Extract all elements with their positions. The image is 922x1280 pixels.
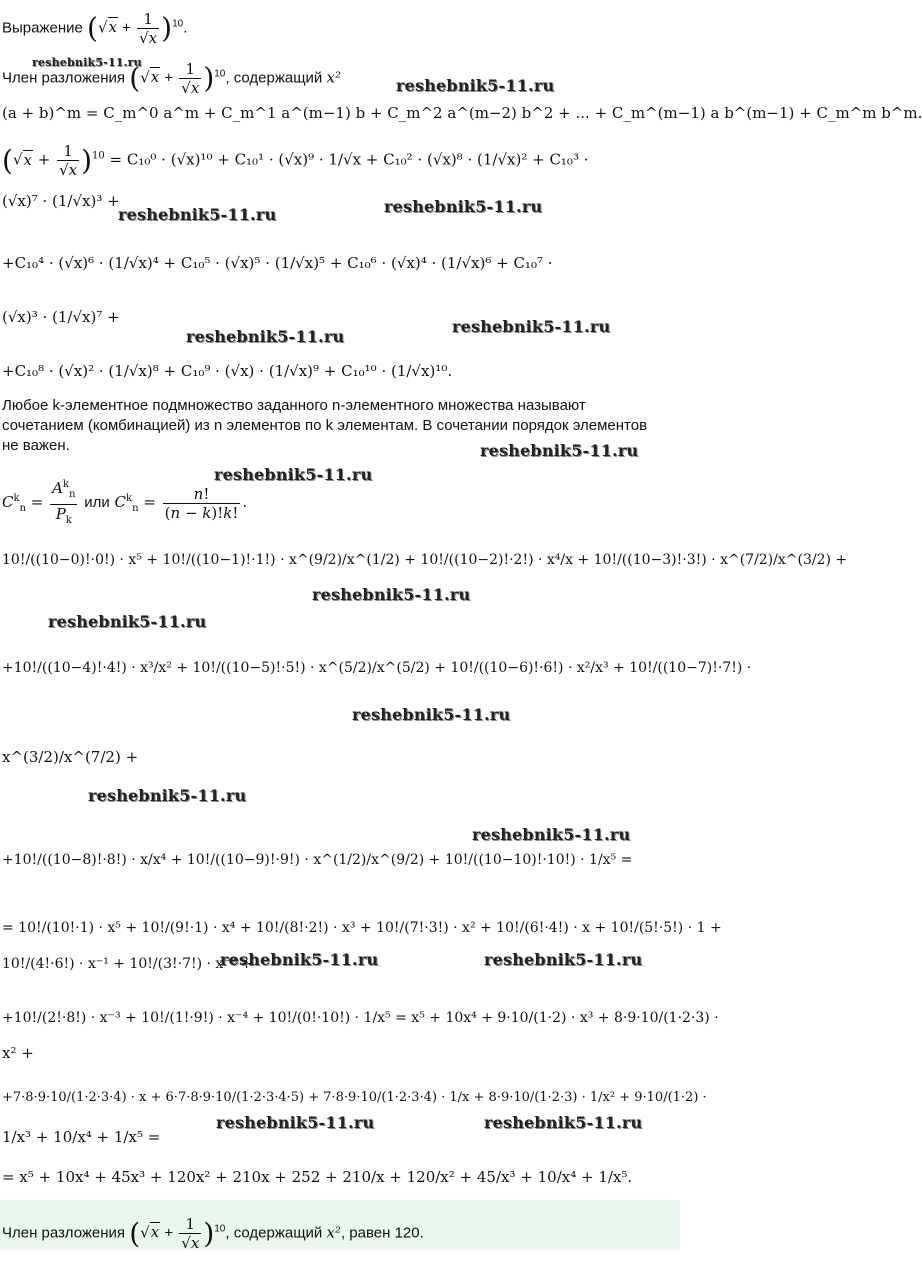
watermark-2: reshebnik5-11.ru — [396, 76, 555, 95]
combination-definition: Любое k-элементное подмножество заданного n-элементного множества называют сочетанием (комбинацией) из n элементов по k элементам. В сочетании порядок элементов не важен. — [2, 397, 648, 454]
watermark-4: reshebnik5-11.ru — [384, 197, 543, 216]
expansion-line-5: +C₁₀⁸ · (√x)² · (1/√x)⁸ + C₁₀⁹ · (√x) · (1/√x)⁹ + C₁₀¹⁰ · (1/√x)¹⁰. — [2, 362, 453, 380]
simplify-line-5: +7·8·9·10/(1·2·3·4) · x + 6·7·8·9·10/(1·2·3·4·5) + 7·8·9·10/(1·2·3·4) · 1/x + 8·9·10/(1·2·3) · 1/x² + 9·10/(1·2) · — [2, 1090, 707, 1105]
expansion-line-4: (√x)³ · (1/√x)⁷ + — [2, 308, 120, 326]
term-heading: Член разложения (√x + $\frac{1}{√x}$ )$^{10}$, содержащий x² — [2, 60, 341, 97]
simplify-line-4: x² + — [2, 1044, 34, 1062]
answer-box — [0, 1200, 680, 1250]
expansion-line-1: (√x + $\frac{1}{√x}$ )$^{10}$ = C₁₀⁰ · (√x)¹⁰ + C₁₀¹ · (√x)⁹ · 1/√x + C₁₀² · (√x)⁸ · (1/√x)² + C₁₀³ · — [2, 142, 589, 179]
watermark-10: reshebnik5-11.ru — [48, 612, 207, 631]
watermark-1: reshebnik5-11.ru — [32, 56, 142, 69]
expression-label: Выражение — [2, 19, 83, 37]
answer-suffix: , содержащий — [225, 1224, 323, 1242]
watermark-16: reshebnik5-11.ru — [216, 1113, 375, 1132]
watermark-6: reshebnik5-11.ru — [452, 317, 611, 336]
watermark-17: reshebnik5-11.ru — [484, 1113, 643, 1132]
expression-heading: Выражение (√x + $\frac{1}{√x}$ )$^{10}$. — [2, 10, 188, 47]
term-label: Член разложения — [2, 69, 126, 87]
answer-prefix: Член разложения — [2, 1224, 126, 1242]
sum-line-2: +10!/((10−4)!·4!) · x³/x² + 10!/((10−5)!·5!) · x^(5/2)/x^(5/2) + 10!/((10−6)!·6!) · x²/x³ + 10!/((10−7)!·7!) · — [2, 660, 752, 676]
watermark-12: reshebnik5-11.ru — [88, 786, 247, 805]
expansion-line-1-text: C₁₀⁰ · (√x)¹⁰ + C₁₀¹ · (√x)⁹ · 1/√x + C₁₀² · (√x)⁸ · (1/√x)² + C₁₀³ · — [126, 150, 589, 169]
final-result-line: = x⁵ + 10x⁴ + 45x³ + 120x² + 210x + 252 + 210/x + 120/x² + 45/x³ + 10/x⁴ + 1/x⁵. — [2, 1168, 633, 1186]
watermark-8: reshebnik5-11.ru — [214, 465, 373, 484]
expansion-line-2: (√x)⁷ · (1/√x)³ + — [2, 192, 120, 210]
combination-formula: $C^k_n$ = $\frac{A^k_n}{P_k}$ или $C^k_n$ = $\frac{n!}{(n - k)!k!}$ . — [2, 476, 247, 530]
simplify-line-6: 1/x³ + 10/x⁴ + 1/x⁵ = — [2, 1128, 161, 1146]
term-x2: x² — [326, 68, 341, 87]
watermark-7: reshebnik5-11.ru — [480, 441, 639, 460]
watermark-9: reshebnik5-11.ru — [312, 585, 471, 604]
simplify-line-3: +10!/(2!·8!) · x⁻³ + 10!/(1!·9!) · x⁻⁴ + 10!/(0!·10!) · 1/x⁵ = x⁵ + 10x⁴ + 9·10/(1·2) · x³ + 8·9·10/(1·2·3) · — [2, 1010, 719, 1026]
simplify-line-1: = 10!/(10!·1) · x⁵ + 10!/(9!·1) · x⁴ + 10!/(8!·2!) · x³ + 10!/(7!·3!) · x² + 10!/(6!·4!) · x + 10!/(5!·5!) · 1 + — [2, 920, 722, 936]
watermark-11: reshebnik5-11.ru — [352, 705, 511, 724]
sum-line-1: 10!/((10−0)!·0!) · x⁵ + 10!/((10−1)!·1!) · x^(9/2)/x^(1/2) + 10!/((10−2)!·2!) · x⁴/x + 10!/((10−3)!·3!) · x^(7/2)/x^(3/2) + — [2, 552, 848, 568]
term-suffix: , содержащий — [225, 69, 323, 87]
watermark-13: reshebnik5-11.ru — [472, 825, 631, 844]
watermark-15: reshebnik5-11.ru — [484, 950, 643, 969]
sum-line-4: +10!/((10−8)!·8!) · x/x⁴ + 10!/((10−9)!·9!) · x^(1/2)/x^(9/2) + 10!/((10−10)!·10!) · 1/x⁵ = — [2, 852, 633, 868]
sum-line-3: x^(3/2)/x^(7/2) + — [2, 748, 139, 766]
watermark-3: reshebnik5-11.ru — [118, 205, 277, 224]
watermark-14: reshebnik5-11.ru — [220, 950, 379, 969]
answer-text: Член разложения (√x + $\frac{1}{√x}$ )$^{10}$, содержащий x², равен 120. — [2, 1215, 424, 1252]
answer-result: , равен 120. — [340, 1224, 424, 1242]
expansion-line-3: +C₁₀⁴ · (√x)⁶ · (1/√x)⁴ + C₁₀⁵ · (√x)⁵ · (1/√x)⁵ + C₁₀⁶ · (√x)⁴ · (1/√x)⁶ + C₁₀⁷ · — [2, 254, 553, 272]
answer-x2: x² — [326, 1223, 341, 1242]
simplify-line-2: 10!/(4!·6!) · x⁻¹ + 10!/(3!·7!) · x⁻² + — [2, 956, 253, 972]
binomial-formula: (a + b)^m = C_m^0 a^m + C_m^1 a^(m−1) b + C_m^2 a^(m−2) b^2 + ... + C_m^(m−1) a b^(m−1) + C_m^m b^m. — [2, 104, 922, 122]
combination-or: или — [84, 494, 110, 511]
watermark-5: reshebnik5-11.ru — [186, 327, 345, 346]
